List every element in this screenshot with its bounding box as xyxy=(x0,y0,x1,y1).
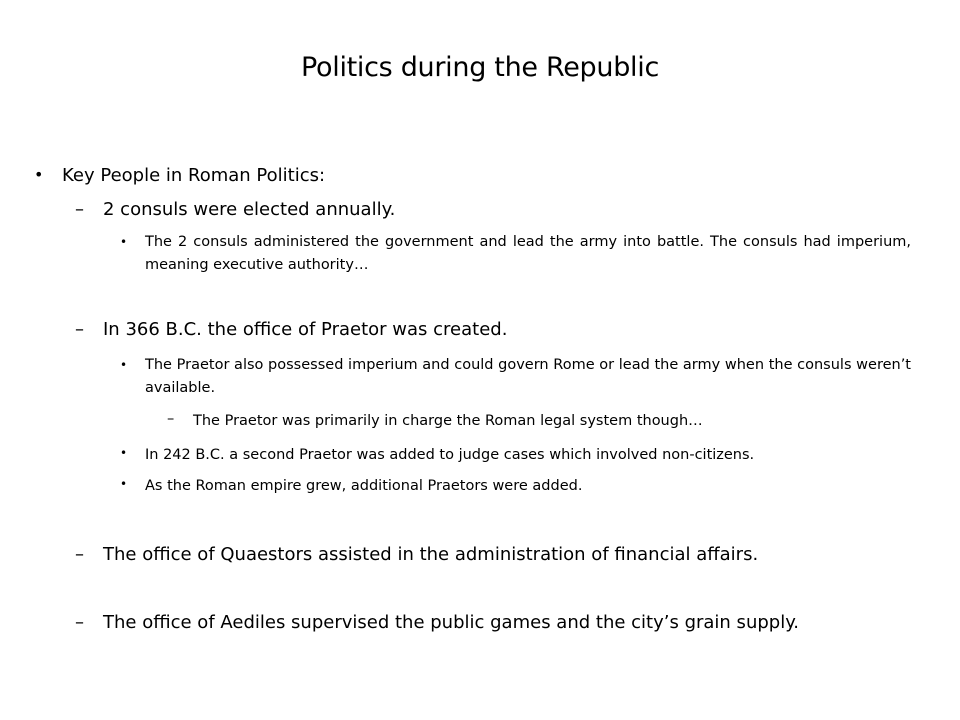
dash-marker: – xyxy=(75,199,84,220)
dash-marker: – xyxy=(75,319,84,340)
praetor-detail: The Praetor also possessed imperium and could govern Rome or lead the army when the consuls weren’t available. xyxy=(145,357,911,396)
bullet-marker: • xyxy=(120,446,128,460)
second-praetor: In 242 B.C. a second Praetor was added to judge cases which involved non-citizens. xyxy=(145,447,755,463)
additional-praetors: As the Roman empire grew, additional Praetors were added. xyxy=(145,478,583,494)
bullet-marker: • xyxy=(120,477,128,491)
key-people-heading: Key People in Roman Politics: xyxy=(62,165,326,186)
quaestors-item: The office of Quaestors assisted in the administration of financial affairs. xyxy=(103,544,759,565)
dash-marker: – xyxy=(75,544,84,565)
dash-marker: – xyxy=(75,612,84,633)
dash-marker: – xyxy=(167,411,175,427)
aediles-item: The office of Aediles supervised the public games and the city’s grain supply. xyxy=(103,612,800,633)
bullet-marker: • xyxy=(34,165,44,184)
bullet-marker: • xyxy=(120,358,128,372)
praetor-heading: In 366 B.C. the office of Praetor was created. xyxy=(103,319,508,340)
slide-title: Politics during the Republic xyxy=(301,52,659,83)
praetor-legal-system: The Praetor was primarily in charge the Roman legal system though… xyxy=(193,413,703,429)
bullet-marker: • xyxy=(120,235,128,249)
consuls-detail: The 2 consuls administered the government and lead the army into battle. The consuls had imperium, meaning executive authority… xyxy=(145,234,911,273)
consuls-heading: 2 consuls were elected annually. xyxy=(103,199,396,220)
